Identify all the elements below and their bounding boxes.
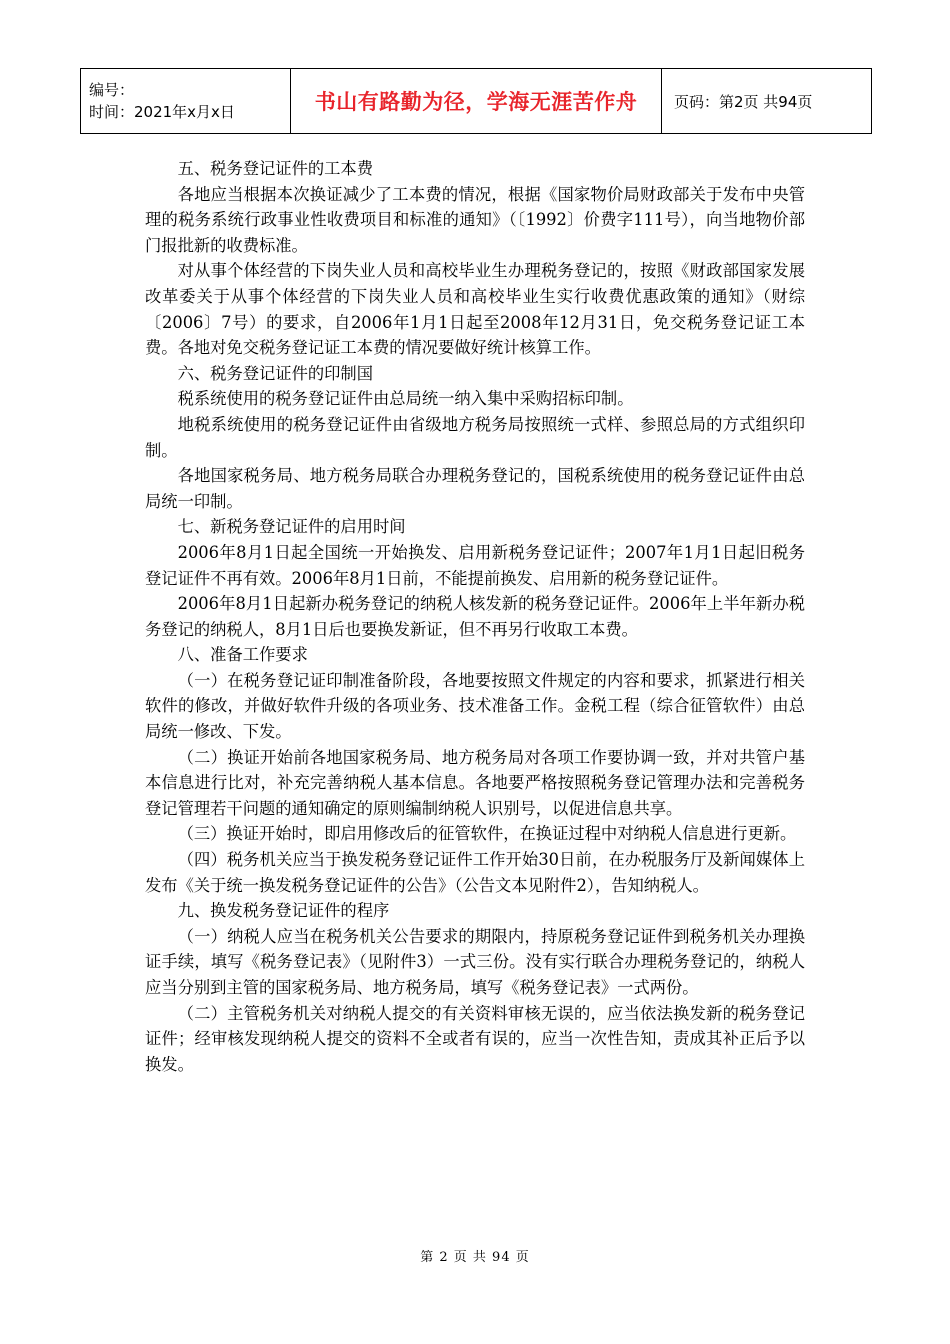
paragraph: 税系统使用的税务登记证件由总局统一纳入集中采购招标印制。 (177, 389, 634, 409)
paragraph: （一）纳税人应当在税务机关公告要求的期限内，持原税务登记证件到税务机关办理换证手续，填写《税务登记表》（见附件3）一式三份。没有实行联合办理税务登记的，纳税人应当分别到主管的国家税务局、地方税务局，填写《税务登记表》一式两份。 (145, 926, 805, 997)
header-motto: 书山有路勤为径，学海无涯苦作舟 (291, 69, 662, 134)
section-heading-5: 五、税务登记证件的工本费 (177, 159, 373, 178)
section-heading-9: 九、换发税务登记证件的程序 (177, 901, 390, 921)
paragraph: 对从事个体经营的下岗失业人员和高校毕业生办理税务登记的，按照《财政部国家发展改革委关于从事个体经营的下岗失业人员和高校毕业生实行收费优惠政策的通知》（财综〔2006〕7号）的要求，自2006年1月1日起至2008年12月31日，免交税务登记证工本费。各地对免交税务登记证工本费的情况要做好统计核算工作。 (145, 261, 805, 358)
paragraph: （四）税务机关应当于换发税务登记证件工作开始30日前，在办税服务厅及新闻媒体上发布《关于统一换发税务登记证件的公告》（公告文本见附件2），告知纳税人。 (145, 850, 805, 895)
paragraph: 2006年8月1日起全国统一开始换发、启用新税务登记证件；2007年1月1日起旧税务登记证件不再有效。2006年8月1日前，不能提前换发、启用新的税务登记证件。 (145, 542, 805, 588)
header-page-label: 页码：第2页 共94页 (662, 69, 872, 134)
paragraph: （二）主管税务机关对纳税人提交的有关资料审核无误的，应当依法换发新的税务登记证件；经审核发现纳税人提交的资料不全或者有误的，应当一次性告知，责成其补正后予以换发。 (145, 1003, 805, 1074)
paragraph: （一）在税务登记证印制准备阶段，各地要按照文件规定的内容和要求，抓紧进行相关软件的修改，并做好软件升级的各项业务、技术准备工作。金税工程（综合征管软件）由总局统一修改、下发。 (145, 670, 805, 742)
number-label: 编号： (89, 81, 135, 99)
page-footer: 第 2 页 共 94 页 (420, 1250, 530, 1265)
header-meta (81, 69, 291, 134)
paragraph: 2006年8月1日起新办税务登记的纳税人核发新的税务登记证件。2006年上半年新办税务登记的纳税人，8月1日后也要换发新证，但不再另行收取工本费。 (145, 594, 805, 639)
time-label: 时间：2021年x月x日 (89, 103, 235, 121)
paragraph: （二）换证开始前各地国家税务局、地方税务局对各项工作要协调一致，并对共管户基本信息进行比对，补充完善纳税人基本信息。各地要严格按照税务登记管理办法和完善税务登记管理若干问题的通知确定的原则编制纳税人识别号，以促进信息共享。 (145, 747, 805, 818)
paragraph: 各地应当根据本次换证减少了工本费的情况，根据《国家物价局财政部关于发布中央管理的税务系统行政事业性收费项目和标准的通知》（〔1992〕价费字111号），向当地物价部门报批新的收费标准。 (145, 184, 805, 255)
section-heading-6: 六、税务登记证件的印制国 (177, 363, 373, 383)
paragraph: （三）换证开始时，即启用修改后的征管软件，在换证过程中对纳税人信息进行更新。 (177, 824, 797, 844)
paragraph: 地税系统使用的税务登记证件由省级地方税务局按照统一式样、参照总局的方式组织印制。 (145, 414, 805, 460)
document-body (145, 156, 805, 1077)
section-heading-7: 七、新税务登记证件的启用时间 (177, 517, 406, 537)
header-table (80, 68, 872, 134)
paragraph: 各地国家税务局、地方税务局联合办理税务登记的，国税系统使用的税务登记证件由总局统一印制。 (145, 466, 805, 511)
section-heading-8: 八、准备工作要求 (177, 645, 308, 665)
